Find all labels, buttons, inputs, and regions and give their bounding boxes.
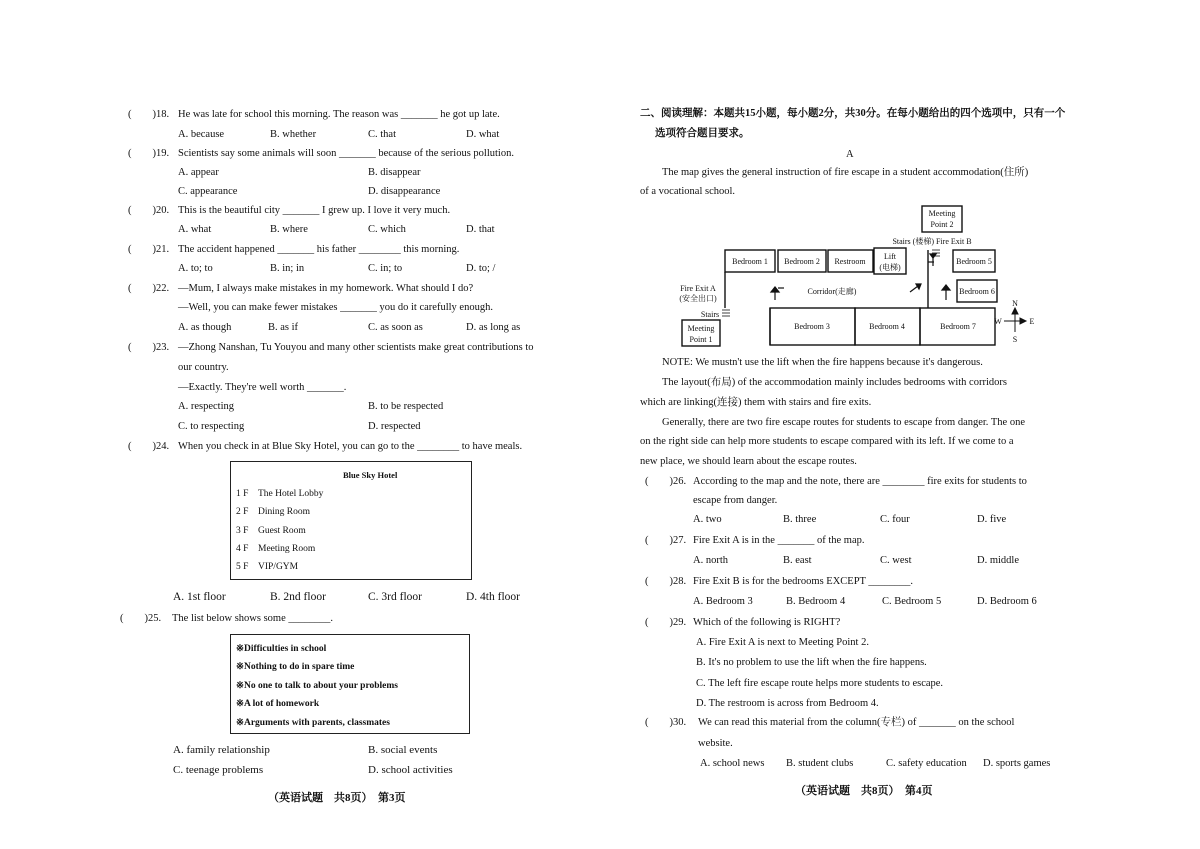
passage-paragraph: on the right side can help more students to escape compared with its left. If we come to a	[640, 436, 1014, 447]
q28-option-a: A. Bedroom 3	[693, 596, 753, 607]
q29-number: ( )29.	[645, 617, 687, 628]
q28-stem: Fire Exit B is for the bedrooms EXCEPT ________.	[693, 576, 914, 587]
hotel-row-name: The Hotel Lobby	[258, 489, 324, 499]
q20-option-b: B. where	[270, 224, 308, 235]
passage-paragraph: new place, we should learn about the escape routes.	[640, 456, 857, 467]
hotel-row-floor: 4 F	[236, 544, 249, 554]
q26-option-b: B. three	[783, 514, 817, 525]
q21-option-c: C. in; to	[368, 263, 403, 274]
hotel-directory-title: Blue Sky Hotel	[343, 470, 398, 480]
section-header: 二、阅读理解：本题共15小题，每小题2分，共30分。在每小题给出的四个选项中，只有一个	[640, 108, 1066, 119]
fire-escape-map	[670, 200, 1060, 350]
q27-stem: Fire Exit A is in the _______ of the map.	[693, 535, 865, 546]
q24-option-d: D. 4th floor	[466, 591, 520, 603]
q24-number: ( )24.	[128, 441, 170, 452]
q20-stem: This is the beautiful city _______ I grew up. I love it very much.	[178, 205, 451, 216]
q23-number: ( )23.	[128, 342, 170, 353]
q25-option-a: A. family relationship	[173, 744, 270, 756]
lift-label: (电梯)	[879, 263, 901, 272]
q28-option-d: D. Bedroom 6	[977, 596, 1037, 607]
hotel-row-name: Meeting Room	[258, 544, 316, 554]
hotel-row-name: Dining Room	[258, 507, 310, 517]
q26-option-d: D. five	[977, 514, 1007, 525]
q22-option-b: B. as if	[268, 322, 299, 333]
q28-option-b: B. Bedroom 4	[786, 596, 846, 607]
q28-number: ( )28.	[645, 576, 687, 587]
q28-option-c: C. Bedroom 5	[882, 596, 942, 607]
passage-paragraph: The layout(布局) of the accommodation mainly includes bedrooms with corridors	[662, 377, 1007, 388]
q29-option-c: C. The left fire escape route helps more students to escape.	[696, 678, 944, 689]
q19-stem: Scientists say some animals will soon _______ because of the serious pollution.	[178, 148, 514, 159]
q27-number: ( )27.	[645, 535, 687, 546]
q27-option-d: D. middle	[977, 555, 1019, 566]
q23-option-c: C. to respecting	[178, 421, 245, 432]
q19-option-c: C. appearance	[178, 186, 238, 197]
right-page-footer: （英语试题 共8页） 第4页	[795, 785, 933, 797]
q27-option-b: B. east	[783, 555, 812, 566]
problems-list-item: ※Difficulties in school	[236, 644, 327, 654]
passage-paragraph: Generally, there are two fire escape routes for students to escape from danger. The one	[662, 417, 1025, 428]
hotel-row-floor: 1 F	[236, 489, 249, 499]
room-label: Bedroom 7	[940, 322, 976, 331]
q25-option-d: D. school activities	[368, 764, 453, 776]
q19-option-a: A. appear	[178, 167, 219, 178]
q18-option-b: B. whether	[270, 129, 317, 140]
q30-option-d: D. sports games	[983, 758, 1051, 769]
meeting-point-1-label: Point 1	[689, 335, 713, 344]
q22-option-d: D. as long as	[466, 322, 521, 333]
q30-stem: We can read this material from the column(专栏) of _______ on the school	[698, 717, 1015, 728]
q20-option-a: A. what	[178, 224, 212, 235]
q23-option-a: A. respecting	[178, 401, 234, 412]
problems-list-item: ※A lot of homework	[236, 699, 320, 709]
passage-intro-line2: of a vocational school.	[640, 186, 736, 197]
left-page-footer: （英语试题 共8页） 第3页	[268, 792, 406, 804]
hotel-row-name: Guest Room	[258, 526, 306, 536]
q27-option-c: C. west	[880, 555, 912, 566]
stairs-label: Stairs	[700, 310, 720, 319]
hotel-row-floor: 3 F	[236, 526, 249, 536]
q23-stem-line3: —Exactly. They're well worth _______.	[178, 382, 347, 393]
q27-option-a: A. north	[693, 555, 728, 566]
q18-number: ( )18.	[128, 109, 170, 120]
q20-option-c: C. which	[368, 224, 406, 235]
meeting-point-2-label: Meeting	[928, 209, 956, 218]
q19-option-b: B. disappear	[368, 167, 421, 178]
q18-option-d: D. what	[466, 129, 500, 140]
stairs-fire-exit-b-label: Stairs (楼梯) Fire Exit B	[892, 237, 972, 246]
q26-stem-line2: escape from danger.	[693, 495, 778, 506]
q25-option-c: C. teenage problems	[173, 764, 264, 776]
q19-option-d: D. disappearance	[368, 186, 441, 197]
q26-number: ( )26.	[645, 476, 687, 487]
q22-stem-line2: —Well, you can make fewer mistakes _______ you do it carefully enough.	[178, 302, 493, 313]
room-label: Restroom	[834, 257, 866, 266]
compass-east: E	[1029, 317, 1035, 326]
q22-stem: —Mum, I always make mistakes in my homework. What should I do?	[178, 283, 474, 294]
passage-paragraph: which are linking(连接) them with stairs and fire exits.	[640, 397, 872, 408]
q22-option-a: A. as though	[178, 322, 232, 333]
hotel-row-floor: 2 F	[236, 507, 249, 517]
room-label: Bedroom 1	[732, 257, 768, 266]
q29-option-a: A. Fire Exit A is next to Meeting Point 2.	[696, 637, 869, 648]
q26-option-a: A. two	[693, 514, 722, 525]
q20-option-d: D. that	[466, 224, 495, 235]
section-header-line2: 选项符合题目要求。	[655, 128, 750, 139]
hotel-row-floor: 5 F	[236, 562, 249, 572]
q24-option-a: A. 1st floor	[173, 591, 226, 603]
q23-option-b: B. to be respected	[368, 401, 444, 412]
q29-option-b: B. It's no problem to use the lift when the fire happens.	[696, 657, 927, 668]
room-label: Bedroom 6	[959, 287, 995, 296]
problems-list-item: ※No one to talk to about your problems	[236, 681, 398, 691]
room-label: Bedroom 4	[869, 322, 905, 331]
q21-option-a: A. to; to	[178, 263, 213, 274]
q24-option-b: B. 2nd floor	[270, 591, 326, 603]
q21-option-d: D. to; /	[466, 263, 496, 274]
compass-north: N	[1012, 299, 1018, 308]
lift-label: Lift	[884, 252, 896, 261]
q21-stem: The accident happened _______ his father ________ this morning.	[178, 244, 460, 255]
meeting-point-2-label: Point 2	[930, 220, 954, 229]
q18-option-a: A. because	[178, 129, 225, 140]
q26-option-c: C. four	[880, 514, 910, 525]
room-label: Bedroom 3	[794, 322, 830, 331]
q24-stem: When you check in at Blue Sky Hotel, you can go to the ________ to have meals.	[178, 441, 523, 452]
q24-option-c: C. 3rd floor	[368, 591, 422, 603]
q22-number: ( )22.	[128, 283, 170, 294]
q25-stem: The list below shows some ________.	[172, 613, 333, 624]
q25-option-b: B. social events	[368, 744, 438, 756]
problems-list-item: ※Arguments with parents, classmates	[236, 718, 390, 728]
q30-stem-line2: website.	[698, 738, 733, 749]
q30-option-a: A. school news	[700, 758, 765, 769]
q23-stem-line2: our country.	[178, 362, 229, 373]
q19-number: ( )19.	[128, 148, 170, 159]
problems-list-box	[230, 634, 470, 734]
room-label: Bedroom 2	[784, 257, 820, 266]
q18-option-c: C. that	[368, 129, 396, 140]
q21-number: ( )21.	[128, 244, 170, 255]
fire-exit-a-label: Fire Exit A	[680, 284, 716, 293]
meeting-point-1-label: Meeting	[687, 324, 715, 333]
q29-stem: Which of the following is RIGHT?	[693, 617, 841, 628]
q18-stem: He was late for school this morning. The reason was _______ he got up late.	[178, 109, 500, 120]
passage-label: A	[846, 149, 854, 160]
map-note: NOTE: We mustn't use the lift when the fire happens because it's dangerous.	[662, 357, 983, 368]
room-label: Bedroom 5	[956, 257, 992, 266]
hotel-row-name: VIP/GYM	[258, 562, 299, 572]
corridor-label: Corridor(走廊)	[807, 287, 857, 296]
q20-number: ( )20.	[128, 205, 170, 216]
q23-option-d: D. respected	[368, 421, 421, 432]
compass-south: S	[1012, 335, 1018, 344]
hotel-directory-box	[230, 461, 472, 580]
problems-list-item: ※Nothing to do in spare time	[236, 662, 355, 672]
q30-option-c: C. safety education	[886, 758, 967, 769]
q30-option-b: B. student clubs	[786, 758, 854, 769]
q26-stem: According to the map and the note, there are ________ fire exits for students to	[693, 476, 1027, 487]
q21-option-b: B. in; in	[270, 263, 305, 274]
q29-option-d: D. The restroom is across from Bedroom 4.	[696, 698, 879, 709]
fire-exit-a-label: (安全出口)	[679, 294, 717, 303]
passage-intro: The map gives the general instruction of fire escape in a student accommodation(住所)	[662, 167, 1029, 178]
q30-number: ( )30.	[645, 717, 687, 728]
q25-number: ( )25.	[120, 613, 162, 624]
compass-west: W	[994, 317, 1002, 326]
q23-stem: —Zhong Nanshan, Tu Youyou and many other scientists make great contributions to	[178, 342, 534, 353]
q22-option-c: C. as soon as	[368, 322, 423, 333]
